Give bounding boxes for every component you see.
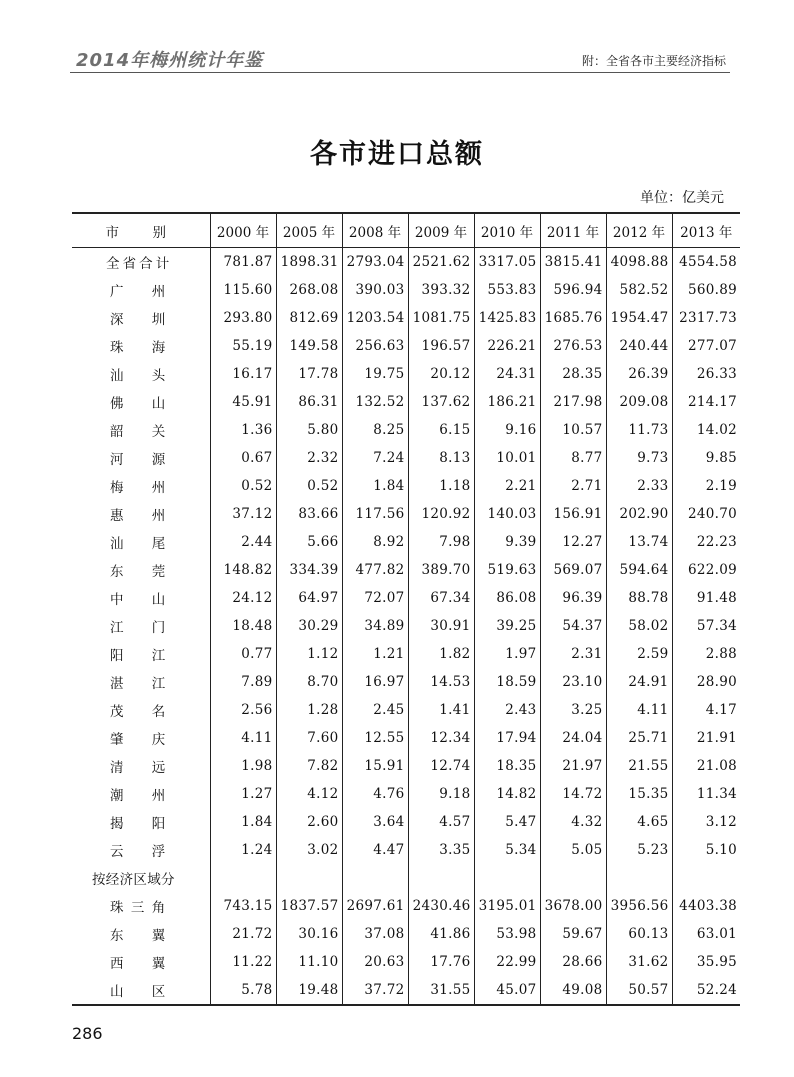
table-cell: 137.62 (408, 388, 474, 416)
table-cell (672, 864, 740, 892)
table-cell: 1081.75 (408, 304, 474, 332)
table-cell: 17.78 (276, 360, 342, 388)
table-cell: 12.74 (408, 752, 474, 780)
table-cell: 0.52 (276, 472, 342, 500)
column-header: 2013 年 (672, 213, 740, 248)
table-cell: 582.52 (606, 276, 672, 304)
row-label: 珠海 (110, 340, 166, 356)
table-cell: 1.27 (210, 780, 276, 808)
table-cell: 1.98 (210, 752, 276, 780)
row-label: 江门 (110, 620, 166, 636)
table-cell: 91.48 (672, 584, 740, 612)
table-cell: 3956.56 (606, 892, 672, 920)
table-row (72, 500, 740, 528)
row-label: 东翼 (110, 928, 166, 944)
table-cell: 5.78 (210, 976, 276, 1005)
table-row (72, 948, 740, 976)
table-cell: 45.07 (474, 976, 540, 1005)
table-cell (210, 864, 276, 892)
table-row (72, 248, 740, 277)
row-label: 清远 (110, 760, 166, 776)
table-cell: 1.12 (276, 640, 342, 668)
table-cell: 2.60 (276, 808, 342, 836)
table-cell: 276.53 (540, 332, 606, 360)
table-cell: 14.82 (474, 780, 540, 808)
row-label: 潮州 (110, 788, 166, 804)
row-label: 汕头 (110, 368, 166, 384)
table-cell: 5.05 (540, 836, 606, 864)
table-cell: 7.82 (276, 752, 342, 780)
table-cell: 21.97 (540, 752, 606, 780)
column-header: 2012 年 (606, 213, 672, 248)
table-cell: 24.04 (540, 724, 606, 752)
table-cell: 11.22 (210, 948, 276, 976)
table-cell: 3.25 (540, 696, 606, 724)
table-cell: 8.13 (408, 444, 474, 472)
table-cell: 37.12 (210, 500, 276, 528)
table-cell: 18.48 (210, 612, 276, 640)
table-row (72, 836, 740, 864)
table-cell: 389.70 (408, 556, 474, 584)
table-cell: 12.55 (342, 724, 408, 752)
table-cell: 4.76 (342, 780, 408, 808)
table-cell: 217.98 (540, 388, 606, 416)
table-cell: 3317.05 (474, 248, 540, 277)
column-header: 市 别 (72, 213, 210, 248)
table-row (72, 668, 740, 696)
table-cell: 8.92 (342, 528, 408, 556)
table-cell: 3678.00 (540, 892, 606, 920)
table-cell: 57.34 (672, 612, 740, 640)
row-label: 河源 (110, 452, 166, 468)
table-cell: 16.97 (342, 668, 408, 696)
column-header: 2011 年 (540, 213, 606, 248)
table-cell: 334.39 (276, 556, 342, 584)
table-cell: 20.63 (342, 948, 408, 976)
table-cell: 24.31 (474, 360, 540, 388)
table-row (72, 892, 740, 920)
table-cell: 26.33 (672, 360, 740, 388)
table-cell: 24.12 (210, 584, 276, 612)
table-cell: 8.77 (540, 444, 606, 472)
table-cell: 7.98 (408, 528, 474, 556)
row-label: 汕尾 (110, 536, 166, 552)
table-cell: 4.57 (408, 808, 474, 836)
table-cell: 21.55 (606, 752, 672, 780)
table-cell: 1.82 (408, 640, 474, 668)
table-cell: 393.32 (408, 276, 474, 304)
table-cell: 14.72 (540, 780, 606, 808)
table-header-row (72, 213, 740, 248)
table-cell: 96.39 (540, 584, 606, 612)
table-row (72, 640, 740, 668)
table-row (72, 388, 740, 416)
table-cell: 17.76 (408, 948, 474, 976)
table-cell: 3.35 (408, 836, 474, 864)
table-cell: 28.66 (540, 948, 606, 976)
table-row (72, 556, 740, 584)
table-row (72, 444, 740, 472)
table-cell: 2.44 (210, 528, 276, 556)
table-cell: 4.47 (342, 836, 408, 864)
table-cell: 86.08 (474, 584, 540, 612)
table-cell: 4.11 (606, 696, 672, 724)
row-label: 中山 (110, 592, 166, 608)
table-cell: 2.19 (672, 472, 740, 500)
table-cell: 186.21 (474, 388, 540, 416)
table-cell: 11.10 (276, 948, 342, 976)
table-cell: 569.07 (540, 556, 606, 584)
table-cell: 4098.88 (606, 248, 672, 277)
table-cell: 115.60 (210, 276, 276, 304)
table-cell: 3.12 (672, 808, 740, 836)
table-cell: 63.01 (672, 920, 740, 948)
table-cell: 2317.73 (672, 304, 740, 332)
table-cell: 390.03 (342, 276, 408, 304)
table-cell: 132.52 (342, 388, 408, 416)
table-cell: 16.17 (210, 360, 276, 388)
table-cell: 17.94 (474, 724, 540, 752)
table-row (72, 808, 740, 836)
table-cell: 4.65 (606, 808, 672, 836)
table-cell: 2793.04 (342, 248, 408, 277)
table-cell: 5.10 (672, 836, 740, 864)
table-cell: 2521.62 (408, 248, 474, 277)
table-cell: 2.56 (210, 696, 276, 724)
table-cell: 31.62 (606, 948, 672, 976)
row-label: 湛江 (110, 676, 166, 692)
table-cell: 9.85 (672, 444, 740, 472)
table-cell: 8.70 (276, 668, 342, 696)
column-header: 2009 年 (408, 213, 474, 248)
table-cell: 0.77 (210, 640, 276, 668)
table-cell: 1685.76 (540, 304, 606, 332)
row-label: 山区 (72, 976, 210, 1005)
table-row (72, 304, 740, 332)
table-cell: 149.58 (276, 332, 342, 360)
table-cell: 13.74 (606, 528, 672, 556)
table-cell: 1.84 (210, 808, 276, 836)
row-label: 西翼 (110, 956, 166, 972)
table-cell: 120.92 (408, 500, 474, 528)
table-cell: 4.12 (276, 780, 342, 808)
table-cell: 560.89 (672, 276, 740, 304)
table-cell: 2697.61 (342, 892, 408, 920)
table-cell: 2.21 (474, 472, 540, 500)
table-cell: 22.99 (474, 948, 540, 976)
table-row (72, 696, 740, 724)
table-cell: 4554.58 (672, 248, 740, 277)
table-row (72, 472, 740, 500)
table-cell: 1898.31 (276, 248, 342, 277)
row-label: 阳江 (110, 648, 166, 664)
table-row (72, 612, 740, 640)
page-number: 286 (72, 1024, 103, 1043)
table-cell: 50.57 (606, 976, 672, 1005)
table-cell: 140.03 (474, 500, 540, 528)
table-cell: 1.36 (210, 416, 276, 444)
table-cell: 10.01 (474, 444, 540, 472)
table-cell: 2.71 (540, 472, 606, 500)
table-cell: 256.63 (342, 332, 408, 360)
row-label: 惠州 (110, 508, 166, 524)
row-label: 揭阳 (110, 816, 166, 832)
table-cell: 226.21 (474, 332, 540, 360)
table-cell: 5.34 (474, 836, 540, 864)
table-cell: 39.25 (474, 612, 540, 640)
table-cell: 5.80 (276, 416, 342, 444)
row-label: 全省合计 (106, 256, 170, 272)
column-header: 2005 年 (276, 213, 342, 248)
table-cell: 28.90 (672, 668, 740, 696)
table-cell (474, 864, 540, 892)
table-cell: 26.39 (606, 360, 672, 388)
row-label: 广州 (110, 284, 166, 300)
table-cell: 58.02 (606, 612, 672, 640)
table-cell: 2.88 (672, 640, 740, 668)
table-cell: 5.23 (606, 836, 672, 864)
table-cell: 19.48 (276, 976, 342, 1005)
table-cell: 4.32 (540, 808, 606, 836)
table-cell: 59.67 (540, 920, 606, 948)
table-cell: 19.75 (342, 360, 408, 388)
table-cell: 196.57 (408, 332, 474, 360)
row-label: 东莞 (110, 564, 166, 580)
table-row (72, 584, 740, 612)
table-cell (342, 864, 408, 892)
table-cell: 54.37 (540, 612, 606, 640)
table-cell: 3195.01 (474, 892, 540, 920)
table-cell: 2.33 (606, 472, 672, 500)
table-row (72, 920, 740, 948)
table-cell: 88.78 (606, 584, 672, 612)
table-cell: 12.27 (540, 528, 606, 556)
import-table (72, 212, 740, 1006)
table-cell: 477.82 (342, 556, 408, 584)
table-row (72, 332, 740, 360)
table-cell: 23.10 (540, 668, 606, 696)
table-row (72, 976, 740, 1005)
table-body (72, 248, 740, 1006)
table-cell: 277.07 (672, 332, 740, 360)
table-cell (276, 864, 342, 892)
table-cell: 519.63 (474, 556, 540, 584)
column-header: 2008 年 (342, 213, 408, 248)
table-cell: 21.72 (210, 920, 276, 948)
row-label: 梅州 (110, 480, 166, 496)
table-cell: 240.70 (672, 500, 740, 528)
table-cell: 11.73 (606, 416, 672, 444)
table-cell: 14.02 (672, 416, 740, 444)
table-cell: 7.60 (276, 724, 342, 752)
table-cell: 52.24 (672, 976, 740, 1005)
table-cell: 12.34 (408, 724, 474, 752)
table-cell: 2.59 (606, 640, 672, 668)
table-cell: 117.56 (342, 500, 408, 528)
table-cell: 1.24 (210, 836, 276, 864)
running-head (70, 44, 730, 73)
table-cell: 812.69 (276, 304, 342, 332)
table-cell: 9.16 (474, 416, 540, 444)
table-row (72, 724, 740, 752)
table-cell: 4.17 (672, 696, 740, 724)
table-cell: 18.35 (474, 752, 540, 780)
table-cell: 55.19 (210, 332, 276, 360)
table-cell (540, 864, 606, 892)
table-cell: 240.44 (606, 332, 672, 360)
table-cell: 64.97 (276, 584, 342, 612)
table-cell: 28.35 (540, 360, 606, 388)
table-cell: 45.91 (210, 388, 276, 416)
table-cell: 2.32 (276, 444, 342, 472)
table-cell (606, 864, 672, 892)
yearbook-title: 2014年梅州统计年鉴 (76, 50, 264, 71)
table-cell: 148.82 (210, 556, 276, 584)
table-cell: 0.52 (210, 472, 276, 500)
table-cell: 9.18 (408, 780, 474, 808)
table-row (72, 360, 740, 388)
table-row (72, 528, 740, 556)
table-cell: 1837.57 (276, 892, 342, 920)
table-cell: 7.24 (342, 444, 408, 472)
table-cell: 9.73 (606, 444, 672, 472)
table-cell: 596.94 (540, 276, 606, 304)
table-cell: 5.47 (474, 808, 540, 836)
table-cell: 209.08 (606, 388, 672, 416)
table-cell: 22.23 (672, 528, 740, 556)
table-cell: 1.28 (276, 696, 342, 724)
table-cell: 60.13 (606, 920, 672, 948)
table-cell: 293.80 (210, 304, 276, 332)
table-cell: 20.12 (408, 360, 474, 388)
table-cell: 1954.47 (606, 304, 672, 332)
table-cell: 37.72 (342, 976, 408, 1005)
table-cell: 1.97 (474, 640, 540, 668)
table-cell: 25.71 (606, 724, 672, 752)
table-row (72, 780, 740, 808)
table-cell: 21.08 (672, 752, 740, 780)
column-header: 2010 年 (474, 213, 540, 248)
row-label: 佛山 (110, 396, 166, 412)
table-cell: 8.25 (342, 416, 408, 444)
table-cell: 1.84 (342, 472, 408, 500)
table-cell: 30.91 (408, 612, 474, 640)
table-cell: 156.91 (540, 500, 606, 528)
table-cell: 202.90 (606, 500, 672, 528)
table-cell: 1203.54 (342, 304, 408, 332)
table-cell: 11.34 (672, 780, 740, 808)
table-cell: 0.67 (210, 444, 276, 472)
table-cell: 268.08 (276, 276, 342, 304)
table-cell: 4403.38 (672, 892, 740, 920)
table-cell: 1.18 (408, 472, 474, 500)
unit-label: 单位：亿美元 (640, 190, 724, 206)
table-cell: 15.91 (342, 752, 408, 780)
column-header: 2000 年 (210, 213, 276, 248)
table-cell: 2.43 (474, 696, 540, 724)
table-cell: 67.34 (408, 584, 474, 612)
page-title: 各市进口总额 (310, 139, 484, 170)
table-cell: 34.89 (342, 612, 408, 640)
table-cell: 2430.46 (408, 892, 474, 920)
table-cell: 2.31 (540, 640, 606, 668)
table-cell: 53.98 (474, 920, 540, 948)
table-row (72, 276, 740, 304)
table-cell: 10.57 (540, 416, 606, 444)
table-cell: 15.35 (606, 780, 672, 808)
table-cell: 214.17 (672, 388, 740, 416)
row-label: 茂名 (110, 704, 166, 720)
table-row (72, 864, 740, 892)
table-cell: 3.02 (276, 836, 342, 864)
table-cell: 86.31 (276, 388, 342, 416)
row-label: 珠三角 (110, 900, 166, 916)
table-cell: 3815.41 (540, 248, 606, 277)
table-cell: 1.41 (408, 696, 474, 724)
table-cell: 72.07 (342, 584, 408, 612)
table-cell: 553.83 (474, 276, 540, 304)
table-cell: 622.09 (672, 556, 740, 584)
table-cell: 3.64 (342, 808, 408, 836)
table-cell: 4.11 (210, 724, 276, 752)
table-cell: 30.16 (276, 920, 342, 948)
table-row (72, 752, 740, 780)
row-label: 按经济区域分 (92, 872, 175, 888)
table-cell (408, 864, 474, 892)
table-row (72, 416, 740, 444)
table-cell: 31.55 (408, 976, 474, 1005)
table-cell: 35.95 (672, 948, 740, 976)
table-cell: 781.87 (210, 248, 276, 277)
table-cell: 743.15 (210, 892, 276, 920)
table-cell: 9.39 (474, 528, 540, 556)
table-cell: 21.91 (672, 724, 740, 752)
table-cell: 41.86 (408, 920, 474, 948)
table-cell: 594.64 (606, 556, 672, 584)
table-cell: 83.66 (276, 500, 342, 528)
table-cell: 49.08 (540, 976, 606, 1005)
table-cell: 24.91 (606, 668, 672, 696)
section-title: 附：全省各市主要经济指标 (581, 54, 726, 68)
table-cell: 2.45 (342, 696, 408, 724)
row-label: 韶关 (110, 424, 166, 440)
row-label: 深圳 (110, 312, 166, 328)
row-label: 云浮 (110, 844, 166, 860)
table-cell: 18.59 (474, 668, 540, 696)
table-cell: 37.08 (342, 920, 408, 948)
table-cell: 6.15 (408, 416, 474, 444)
row-label: 肇庆 (110, 732, 166, 748)
table-cell: 7.89 (210, 668, 276, 696)
table-cell: 1425.83 (474, 304, 540, 332)
table-cell: 1.21 (342, 640, 408, 668)
table-cell: 5.66 (276, 528, 342, 556)
table-cell: 14.53 (408, 668, 474, 696)
table-cell: 30.29 (276, 612, 342, 640)
